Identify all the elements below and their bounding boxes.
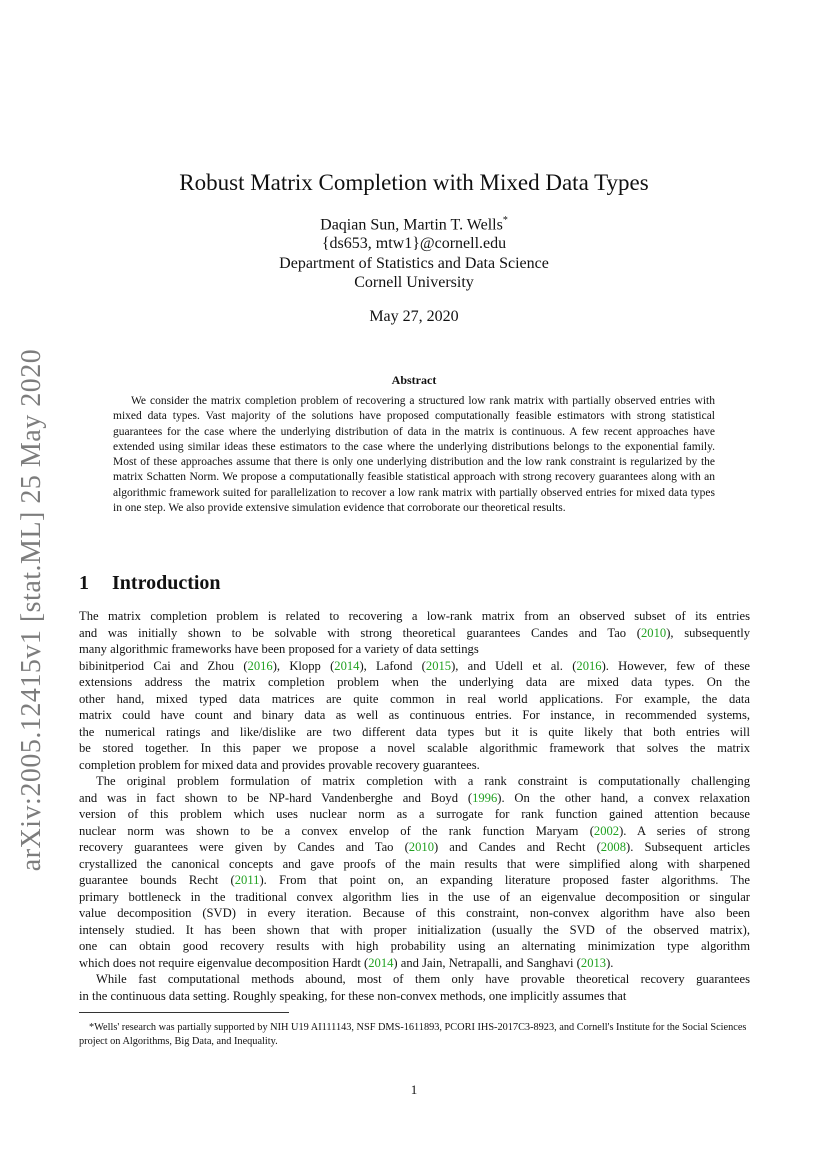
body-line: recovery guarantees were given by Candes and Tao (2010) and Candes and Recht (2008). Subsequent articles <box>79 840 750 854</box>
body-line: and was in fact shown to be NP-hard Vandenberghe and Boyd (1996). On the other hand, a convex relaxation <box>79 790 750 805</box>
page-number: 1 <box>410 1082 418 1097</box>
arxiv-identifier-stamp <box>14 350 50 870</box>
author-department: Department of Statistics and Data Science <box>279 255 549 272</box>
footnote-rule <box>79 1012 289 1013</box>
body-line: many algorithmic frameworks have been proposed for a variety of data settings <box>79 642 479 656</box>
section-number: 1 <box>79 572 89 594</box>
author-footnote-mark: * <box>502 215 508 226</box>
author-email: {ds653, mtw1}@cornell.edu <box>321 235 507 252</box>
citation-link[interactable]: 2002 <box>593 823 620 838</box>
abstract-heading: Abstract <box>391 373 437 387</box>
body-line: and was initially shown to be solvable with strong theoretical guarantees Candes and Tao (2010), subsequently <box>79 625 750 640</box>
citation-link[interactable]: 2015 <box>425 658 452 673</box>
citation-link[interactable]: 2013 <box>580 955 607 970</box>
body-line: primary bottleneck in the traditional convex algorithm lies in the use of an eigenvalue decomposition or singular <box>79 889 750 904</box>
body-line: The original problem formulation of matrix completion with a rank constraint is computationally challenging <box>96 774 750 788</box>
body-line: completion problem for mixed data and provides provable recovery guarantees. <box>79 757 480 772</box>
citation-link[interactable]: 2016 <box>247 658 273 673</box>
body-line: While fast computational methods abound, most of them only have provable theoretical recovery guarantees <box>96 972 750 986</box>
citation-link[interactable]: 2008 <box>600 840 626 854</box>
body-line: guarantee bounds Recht (2011). From that point on, an expanding literature proposed faster algorithms. The <box>79 873 750 887</box>
arxiv-identifier-text: arXiv:2005.12415v1 [stat.ML] 25 May 2020 <box>16 348 48 872</box>
body-line: crystallized the canonical concepts and gave proofs of the main results that were simplified along with sharpened <box>79 856 750 871</box>
body-line: which does not require eigenvalue decomposition Hardt (2014) and Jain, Netrapalli, and Sanghavi (2013). <box>79 955 614 970</box>
citation-link[interactable]: 2014 <box>334 658 360 673</box>
paper-date: May 27, 2020 <box>369 308 459 325</box>
body-line: value decomposition (SVD) in every iteration. Because of this constraint, non-convex algorithm have also been <box>79 906 750 920</box>
body-line: in the continuous data setting. Roughly speaking, for these non-convex methods, one implicitly assumes that <box>79 988 627 1003</box>
body-line: be stored together. In this paper we propose a novel scalable algorithmic framework that solves the matrix <box>79 741 750 755</box>
body-line: nuclear norm was shown to be a convex envelop of the rank function Maryam (2002). A series of strong <box>79 823 750 838</box>
body-line: version of this problem which uses nuclear norm as a surrogate for rank function gained attention because <box>79 807 750 821</box>
citation-link[interactable]: 2010 <box>641 625 667 640</box>
body-line: intensely studied. It has been shown that with proper initialization (usually the SVD of the observed matrix), <box>79 922 750 937</box>
citation-link[interactable]: 2010 <box>408 840 434 854</box>
author-line <box>0 215 828 234</box>
section-title: Introduction <box>112 572 221 594</box>
section-heading <box>79 572 221 595</box>
body-line: other hand, mixed typed data matrices are quite common in real world applications. For example, the data <box>79 691 750 706</box>
body-line: bibinitperiod Cai and Zhou (2016), Klopp (2014), Lafond (2015), and Udell et al. (2016). However, few of these <box>79 658 750 673</box>
author-university: Cornell University <box>354 274 474 291</box>
citation-link[interactable]: 1996 <box>472 790 498 805</box>
authors: Daqian Sun, Martin T. Wells <box>320 216 503 234</box>
body-line: the numerical ratings and like/dislike are two different data types but it is quite likely that both entries will <box>79 724 750 739</box>
body-line: matrix could have count and binary data as well as continuous entries. For instance, in recommended systems, <box>79 708 750 722</box>
body-line: extensions address the matrix completion problem when the underlying data are mixed data types. On the <box>79 675 750 689</box>
citation-link[interactable]: 2011 <box>234 873 260 887</box>
body-line: one can obtain good recovery results with high probability using an alternating minimization type algorithm <box>79 939 750 953</box>
citation-link[interactable]: 2016 <box>576 658 602 673</box>
abstract-text: We consider the matrix completion problem of recovering a structured low rank matrix with partially observed entries with mixed data types. Vast majority of the solutions have proposed computationally feasible estimators with strong statistical guarantees for the case where the underlying distribution of data in the matrix is continuous. A few recent approaches have extended using similar ideas these estimators to the case where the underlying distributions belongs to the exponential family. Most of these approaches assume that there is only one underlying distribution and the low rank constraint is regularized by the matrix Schatten Norm. We propose a computationally feasible statistical approach with strong recovery guarantees along with an algorithmic framework suited for parallelization to recover a low rank matrix with partially observed entries for mixed data types in one step. We also provide extensive simulation evidence that corroborate our theoretical results. <box>113 395 715 515</box>
citation-link[interactable]: 2014 <box>368 955 394 970</box>
footnote-text: *Wells' research was partially supported by NIH U19 AI111143, NSF DMS-1611893, PCORI IHS-2017C3-8923, and Cornell's Institute for the Social Sciences project on Algorithms, Big Data, and Inequality. <box>79 1022 747 1047</box>
paper-title: Robust Matrix Completion with Mixed Data Types <box>179 170 649 195</box>
body-line: The matrix completion problem is related to recovering a low-rank matrix from an observed subset of its entries <box>79 609 750 623</box>
introduction-body <box>79 608 750 1004</box>
